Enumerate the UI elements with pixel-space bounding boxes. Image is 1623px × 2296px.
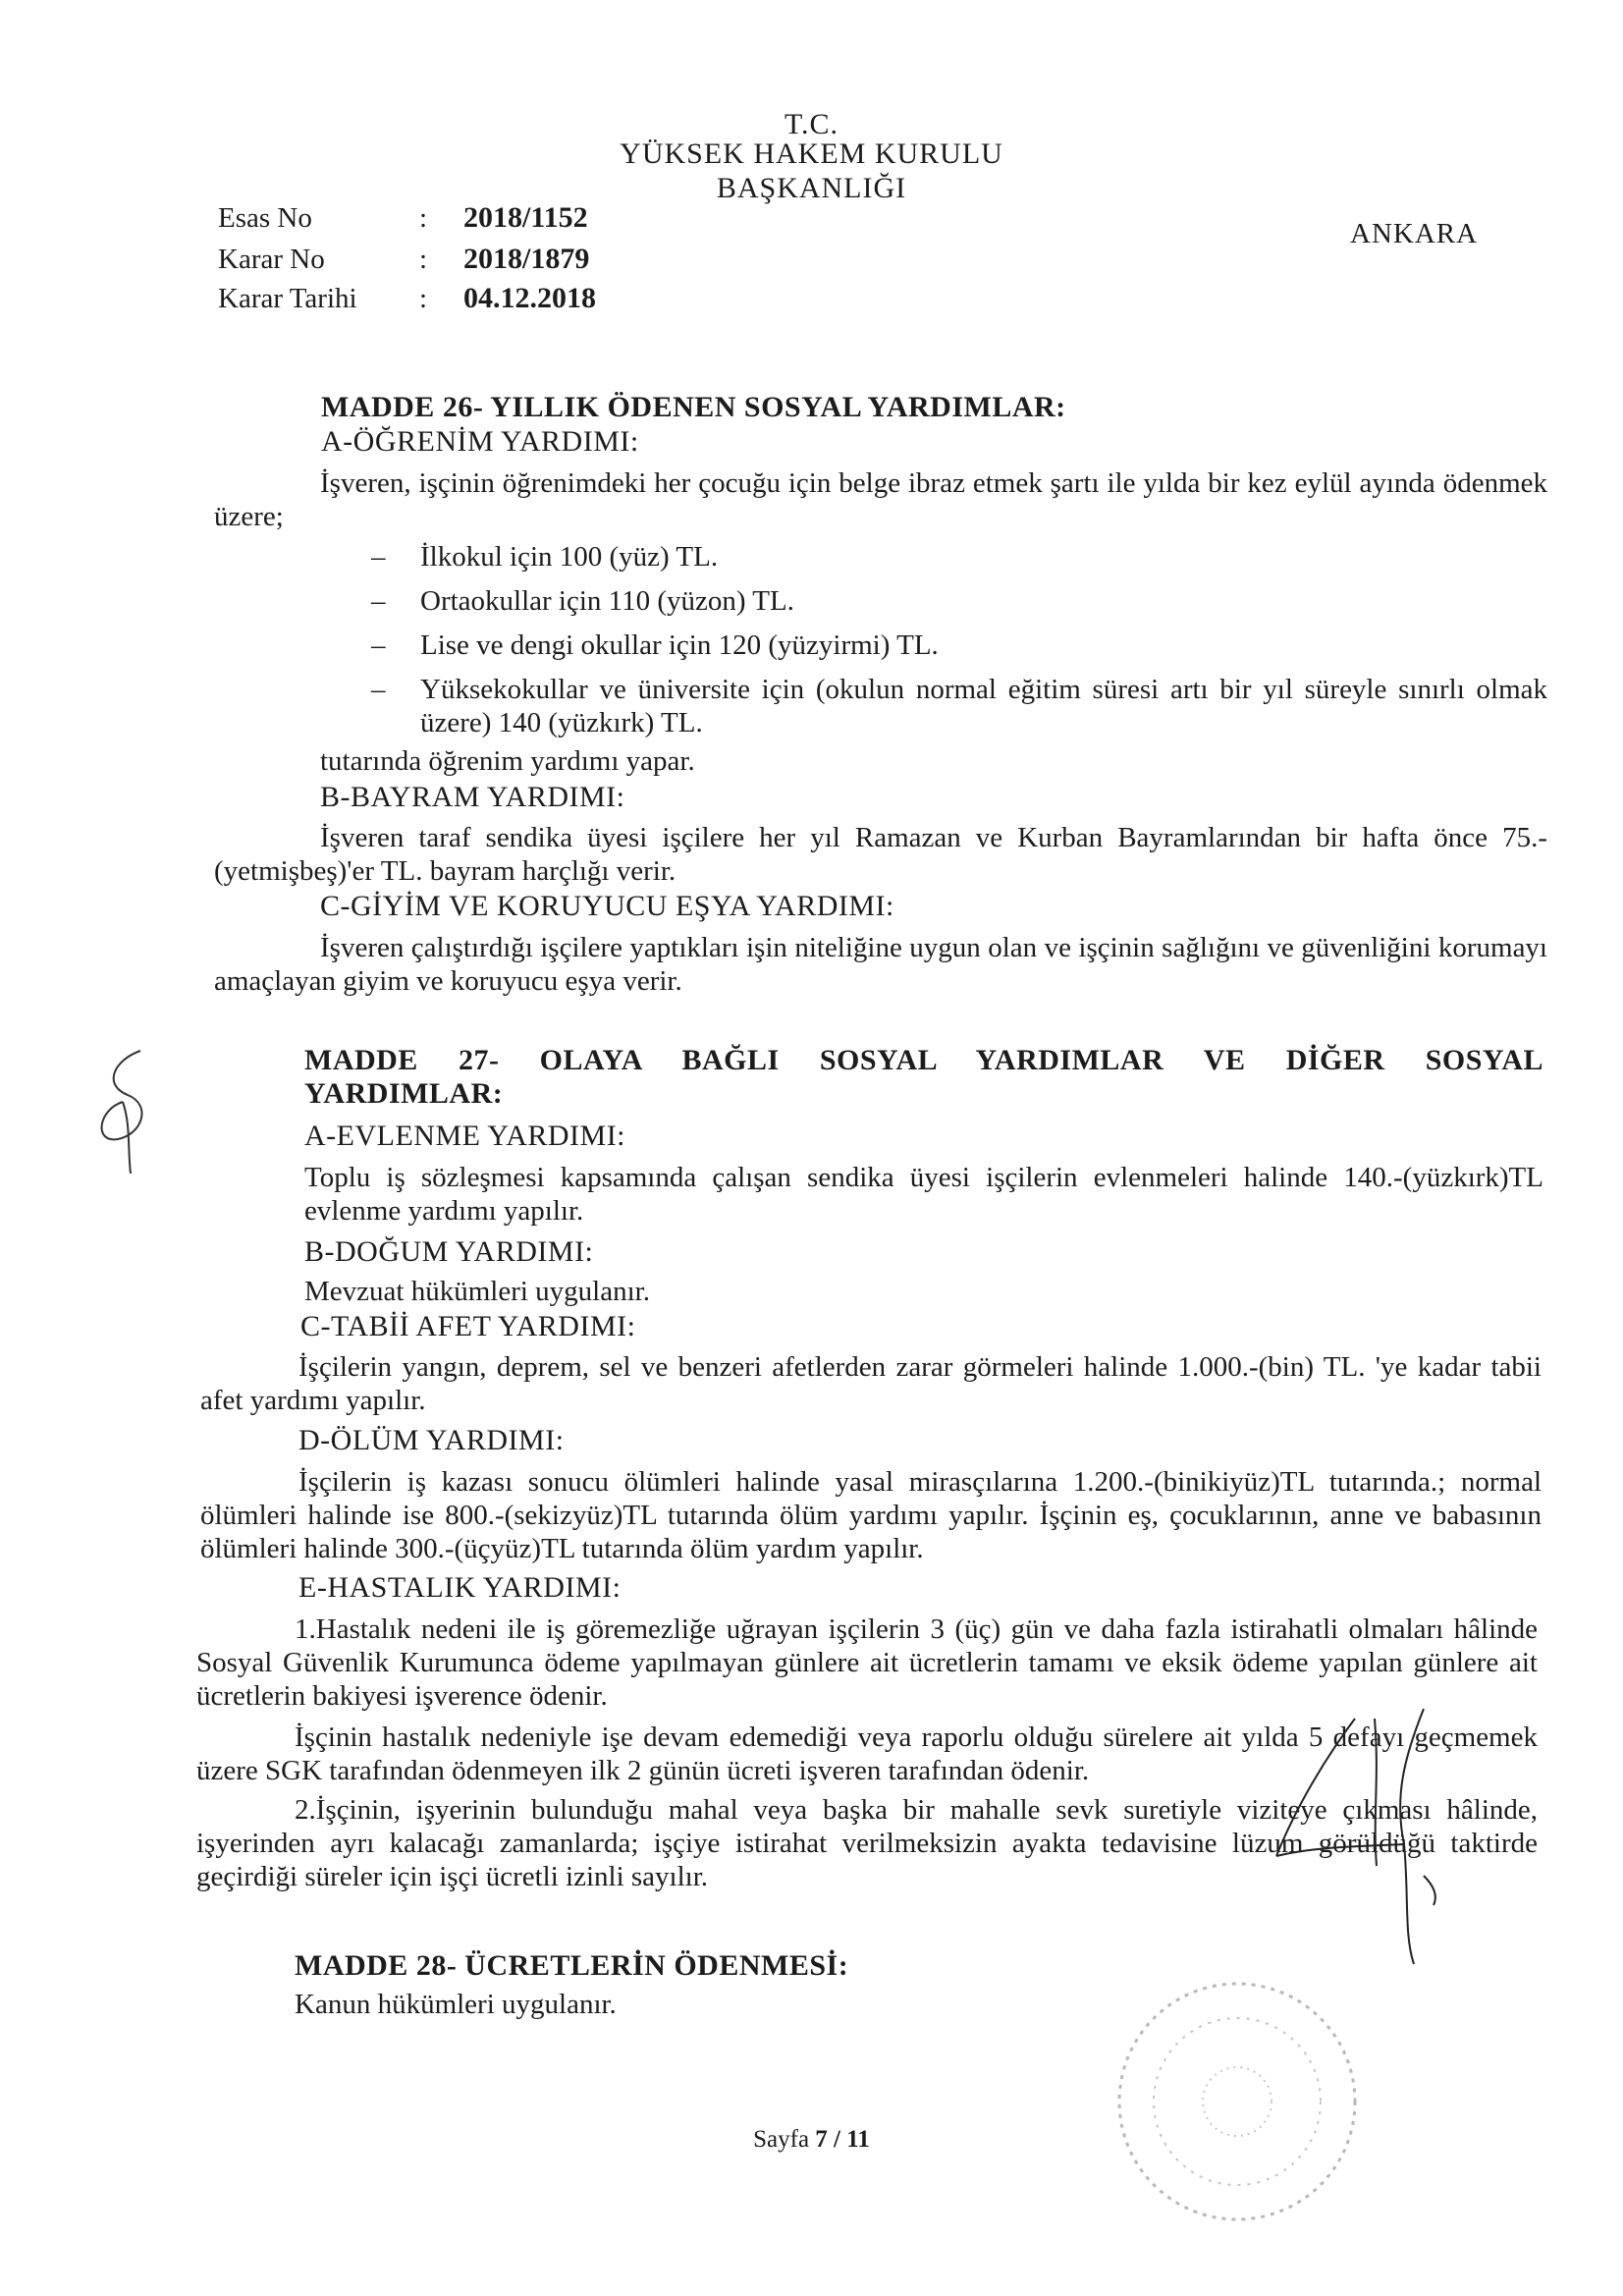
meta-tarih-label: Karar Tarihi (218, 283, 357, 314)
madde26-bullet-4: Yüksekokullar ve üniversite için (okulun normal eğitim süresi artı bir yıl süreyle sınırlı olmak üzere) 140 (yüzkırk) TL. (420, 674, 1547, 738)
madde26-b-title: B-BAYRAM YARDIMI: (320, 781, 625, 813)
madde26-title: MADDE 26- YILLIK ÖDENEN SOSYAL YARDIMLAR: (321, 391, 1066, 423)
meta-colon: : (419, 283, 428, 314)
madde27-b-title: B-DOĞUM YARDIMI: (304, 1235, 594, 1268)
meta-karar (218, 243, 589, 276)
meta-tarih (218, 282, 596, 315)
handwritten-mark-icon (83, 1041, 162, 1178)
madde27-e-title: E-HASTALIK YARDIMI: (298, 1571, 622, 1604)
madde26-a-outro: tutarında öğrenim yardımı yapar. (320, 745, 695, 777)
header-presidency: BAŞKANLIĞI (716, 172, 907, 204)
madde27-title: MADDE 27- OLAYA BAĞLI SOSYAL YARDIMLAR VE DİĞER SOSYAL YARDIMLAR: (304, 1044, 1543, 1110)
madde26-bullet-2: Ortaokullar için 110 (yüzon) TL. (420, 585, 794, 617)
madde26-c-text: İşveren çalıştırdığı işçilere yaptıkları işin niteliğine uygun olan ve işçinin sağlığını ve güvenliğini korumayı amaçlayan giyim ve koruyucu eşya verir. (214, 932, 1547, 997)
madde26-bullet (371, 629, 1547, 662)
madde27-a-title: A-EVLENME YARDIMI: (304, 1120, 626, 1152)
madde26-bullet (371, 584, 1547, 618)
madde28-text: Kanun hükümleri uygulanır. (295, 1989, 617, 2020)
stamp-icon (1090, 1954, 1384, 2249)
meta-esas (218, 201, 588, 235)
page-label: Sayfa (753, 2126, 810, 2153)
dash-icon: – (371, 674, 386, 705)
madde26-b-text: İşveren taraf sendika üyesi işçilere her yıl Ramazan ve Kurban Bayramlarından bir hafta önce 75.-(yetmişbeş)'er TL. bayram harçlığı verir. (214, 822, 1547, 887)
madde26-bullet-3: Lise ve dengi okullar için 120 (yüzyirmi) TL. (420, 629, 939, 661)
page-number (0, 2126, 1623, 2154)
madde26-bullet (371, 540, 1547, 574)
madde26-bullet-1: İlkokul için 100 (yüz) TL. (420, 541, 719, 573)
meta-esas-label: Esas No (218, 202, 312, 234)
madde26-a-intro: İşveren, işçinin öğrenimdeki her çocuğu için belge ibraz etmek şartı ile yılda bir kez eylül ayında ödenmek üzere; (214, 467, 1547, 532)
dash-icon: – (371, 541, 386, 573)
meta-karar-value: 2018/1879 (463, 243, 590, 275)
madde28-title: MADDE 28- ÜCRETLERİN ÖDENMESİ: (295, 1949, 849, 1982)
madde27-e-p2: İşçinin hastalık nedeniyle işe devam edemediği veya raporlu olduğu sürelere ait yılda 5 defayı geçmemek üzere SGK tarafından ödenmeyen ilk 2 günün ücreti işveren tarafından ödenir. (196, 1722, 1538, 1786)
header-institution: YÜKSEK HAKEM KURULU (620, 137, 1003, 170)
madde27-b-text: Mevzuat hükümleri uygulanır. (304, 1276, 650, 1307)
header-tc: T.C. (784, 108, 839, 140)
madde27-d-text: İşçilerin iş kazası sonucu ölümleri halinde yasal mirasçılarına 1.200.-(binikiyüz)TL tutarında.; normal ölümleri halinde ise 800.-(sekizyüz)TL tutarında ölüm yardımı yapılır. İşçinin eş, çocuklarının, anne ve babasının ölümleri halinde 300.-(üçyüz)TL tutarında ölüm yardım yapılır. (200, 1466, 1542, 1564)
madde27-e-p3: 2.İşçinin, işyerinin bulunduğu mahal veya başka bir mahalle sevk suretiyle viziteye çıkması hâlinde, işyerinden ayrı kalacağı zamanlarda; işçiye istirahat verilmeksizin ayakta tedavisine lüzum görüldüğü taktirde geçirdiği süreler için işçi ücretli izinli sayılır. (196, 1794, 1538, 1892)
madde27-c-text: İşçilerin yangın, deprem, sel ve benzeri afetlerden zarar görmeleri halinde 1.000.-(bin) TL. 'ye kadar tabii afet yardımı yapılır. (200, 1351, 1542, 1416)
dash-icon: – (371, 585, 386, 617)
page-value: 7 / 11 (815, 2126, 870, 2153)
meta-esas-value: 2018/1152 (463, 201, 588, 234)
meta-colon: : (419, 244, 428, 275)
meta-tarih-value: 04.12.2018 (463, 282, 596, 314)
header-city: ANKARA (1350, 218, 1479, 249)
meta-karar-label: Karar No (218, 244, 325, 275)
dash-icon: – (371, 629, 386, 661)
meta-colon: : (419, 202, 428, 234)
madde26-c-title: C-GİYİM VE KORUYUCU EŞYA YARDIMI: (320, 890, 894, 922)
madde27-c-title: C-TABİİ AFET YARDIMI: (300, 1310, 636, 1342)
signature-icon (1257, 1699, 1453, 1974)
madde27-a-text: Toplu iş sözleşmesi kapsamında çalışan sendika üyesi işçilerin evlenmeleri halinde 140.-(yüzkırk)TL evlenme yardımı yapılır. (304, 1162, 1543, 1227)
madde27-d-title: D-ÖLÜM YARDIMI: (298, 1424, 565, 1456)
madde26-a-title: A-ÖĞRENİM YARDIMI: (321, 425, 639, 458)
madde26-bullet (371, 673, 1547, 739)
madde27-e-p1: 1.Hastalık nedeni ile iş göremezliğe uğrayan işçilerin 3 (üç) gün ve daha fazla istirahatli olmaları hâlinde Sosyal Güvenlik Kurumunca ödeme yapılmayan günlere ait ücretlerin tamamı ve eksik ödeme yapılan günlere ait ücretlerin bakiyesi işverence ödenir. (196, 1613, 1538, 1712)
